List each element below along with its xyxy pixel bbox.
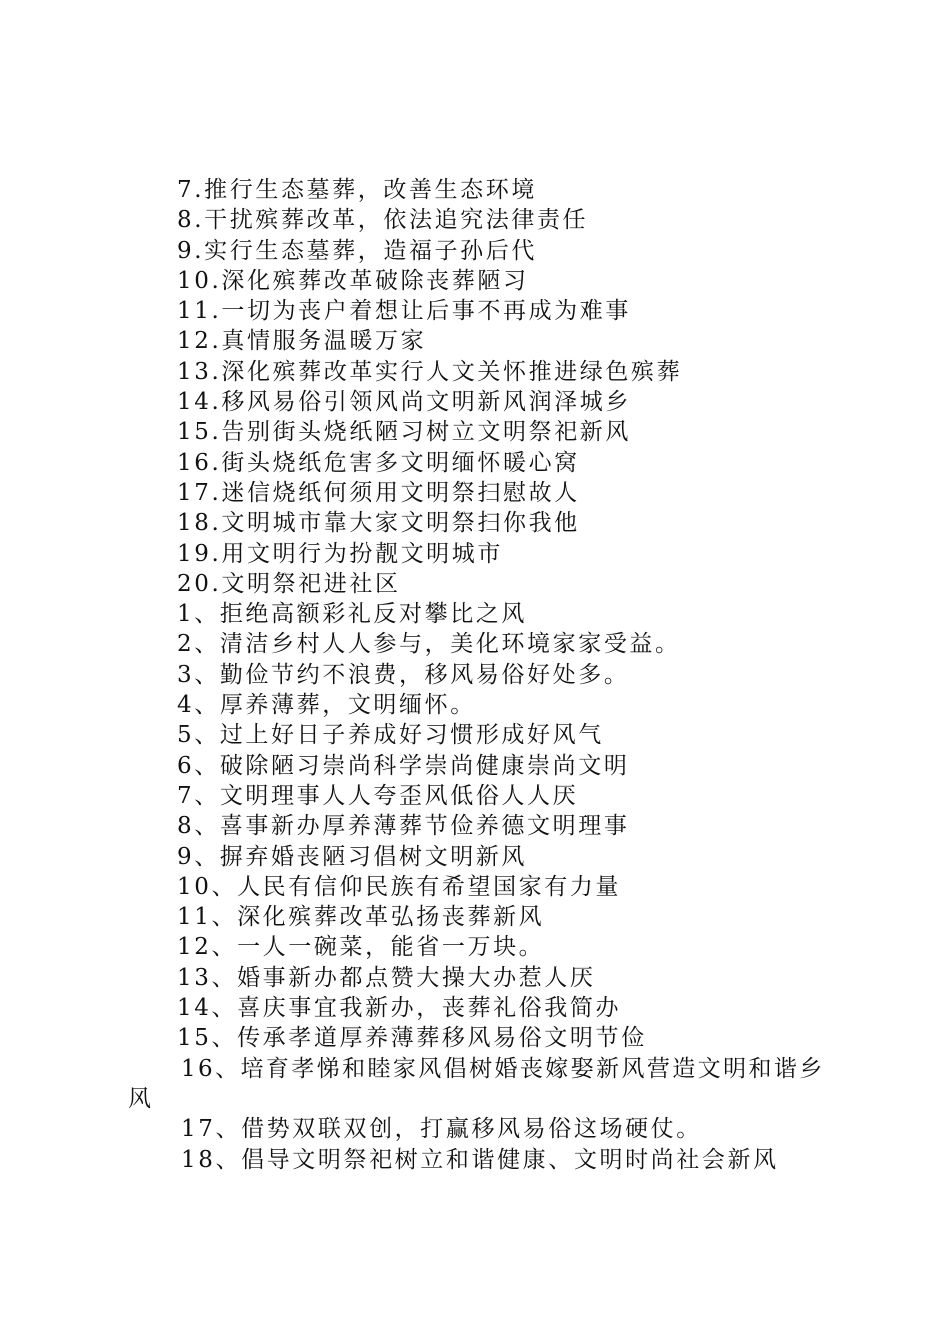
- list-item: 12.真情服务温暖万家: [177, 328, 427, 355]
- list-item: 4、厚养薄葬，文明缅怀。: [177, 692, 476, 719]
- list-item: 3、勤俭节约不浪费，移风易俗好处多。: [177, 661, 630, 688]
- list-item: 19.用文明行为扮靓文明城市: [177, 540, 503, 567]
- list-item: 10、人民有信仰民族有希望国家有力量: [177, 873, 622, 900]
- list-item: 17、借势双联双创，打赢移风易俗这场硬仗。: [181, 1116, 702, 1143]
- list-item: 7、文明理事人人夸歪风低俗人人厌: [177, 782, 579, 809]
- list-item: 20.文明祭祀进社区: [177, 570, 401, 597]
- list-item: 17.迷信烧纸何须用文明祭扫慰故人: [177, 479, 580, 506]
- list-item: 12、一人一碗菜，能省一万块。: [177, 934, 545, 961]
- list-item: 8.干扰殡葬改革，依法追究法律责任: [177, 207, 589, 234]
- list-item: 5、过上好日子养成好习惯形成好风气: [177, 722, 604, 749]
- list-item: 13、婚事新办都点赞大操大办惹人厌: [177, 964, 596, 991]
- list-item: 1、拒绝高额彩礼反对攀比之风: [177, 601, 528, 628]
- list-item: 11、深化殡葬改革弘扬丧葬新风: [177, 904, 545, 931]
- list-item: 11.一切为丧户着想让后事不再成为难事: [177, 298, 631, 325]
- list-item: 8、喜事新办厚养薄葬节俭养德文明理事: [177, 813, 630, 840]
- slogan-list: [128, 175, 838, 1175]
- list-item: 16、培育孝悌和睦家风倡树婚丧嫁娶新风营造文明和谐乡: [181, 1055, 825, 1082]
- list-item: 18.文明城市靠大家文明祭扫你我他: [177, 510, 580, 537]
- list-item: 10.深化殡葬改革破除丧葬陋习: [177, 267, 529, 294]
- list-item: 6、破除陋习崇尚科学崇尚健康崇尚文明: [177, 752, 630, 779]
- list-item: 7.推行生态墓葬，改善生态环境: [177, 177, 537, 203]
- list-item: 15、传承孝道厚养薄葬移风易俗文明节俭: [177, 1025, 647, 1052]
- list-item: 14、喜庆事宜我新办，丧葬礼俗我简办: [177, 995, 622, 1022]
- list-item: 13.深化殡葬改革实行人文关怀推进绿色殡葬: [177, 358, 683, 385]
- list-item: 15.告别街头烧纸陋习树立文明祭祀新风: [177, 419, 631, 446]
- list-item: 18、倡导文明祭祀树立和谐健康、文明时尚社会新风: [181, 1146, 779, 1173]
- list-item: 2、清洁乡村人人参与，美化环境家家受益。: [177, 631, 681, 658]
- list-item: 9.实行生态墓葬，造福子孙后代: [177, 237, 537, 264]
- list-item: 9、摒弃婚丧陋习倡树文明新风: [177, 843, 528, 870]
- list-item: 14.移风易俗引领风尚文明新风润泽城乡: [177, 389, 631, 416]
- list-item-continuation: 风: [128, 1085, 154, 1112]
- list-item: 16.街头烧纸危害多文明缅怀暖心窝: [177, 449, 580, 476]
